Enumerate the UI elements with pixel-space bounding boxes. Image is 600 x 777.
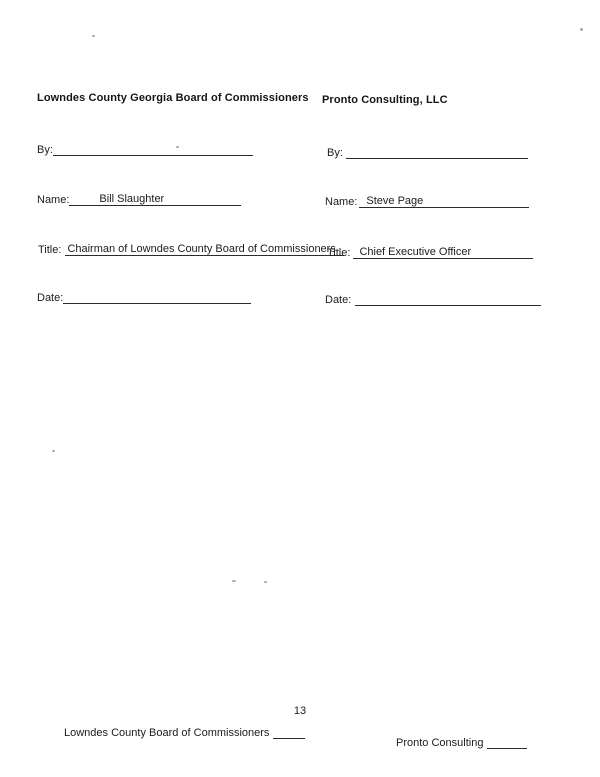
left-title-label: Title: [38, 244, 62, 256]
right-name-row [325, 195, 529, 208]
right-date-row [325, 293, 541, 306]
right-date-line [355, 293, 541, 306]
right-name-value: Steve Page [366, 195, 424, 207]
right-by-label: By: [327, 147, 343, 159]
left-title-line [65, 243, 343, 256]
footer-right [396, 736, 527, 749]
left-date-line [63, 291, 251, 304]
scan-speck [92, 35, 95, 37]
right-party-heading: Pronto Consulting, LLC [322, 94, 448, 106]
footer-right-initial-line [487, 736, 527, 749]
left-name-label: Name: [37, 194, 70, 206]
left-by-row [37, 143, 253, 156]
page-number: 13 [293, 705, 307, 717]
footer-right-text: Pronto Consulting [396, 737, 484, 749]
right-date-label: Date: [325, 294, 352, 306]
footer-left-initial-line [273, 726, 305, 739]
footer-left-text: Lowndes County Board of Commissioners [64, 727, 270, 739]
left-by-label: By: [37, 144, 53, 156]
left-date-row [37, 291, 251, 304]
scan-speck [176, 146, 179, 148]
right-title-line [353, 246, 533, 259]
right-title-label: Title: [327, 247, 351, 259]
scan-speck [52, 450, 55, 452]
left-name-value: Bill Slaughter [99, 193, 165, 205]
left-party-heading: Lowndes County Georgia Board of Commissioners [37, 92, 309, 104]
right-name-line [359, 195, 529, 208]
footer-left [64, 726, 305, 739]
scan-speck [264, 581, 267, 583]
left-name-row [37, 193, 241, 206]
left-name-line [69, 193, 241, 206]
left-title-value: Chairman of Lowndes County Board of Commissioners [67, 243, 336, 255]
scan-speck [232, 580, 236, 582]
left-by-signature-line [53, 143, 253, 156]
left-title-row [38, 243, 344, 256]
right-title-row [327, 246, 533, 259]
right-by-signature-line [346, 146, 528, 159]
right-by-row [327, 146, 528, 159]
right-name-label: Name: [325, 196, 358, 208]
left-date-label: Date: [37, 292, 64, 304]
right-title-value: Chief Executive Officer [359, 246, 472, 258]
scan-speck [580, 28, 583, 31]
